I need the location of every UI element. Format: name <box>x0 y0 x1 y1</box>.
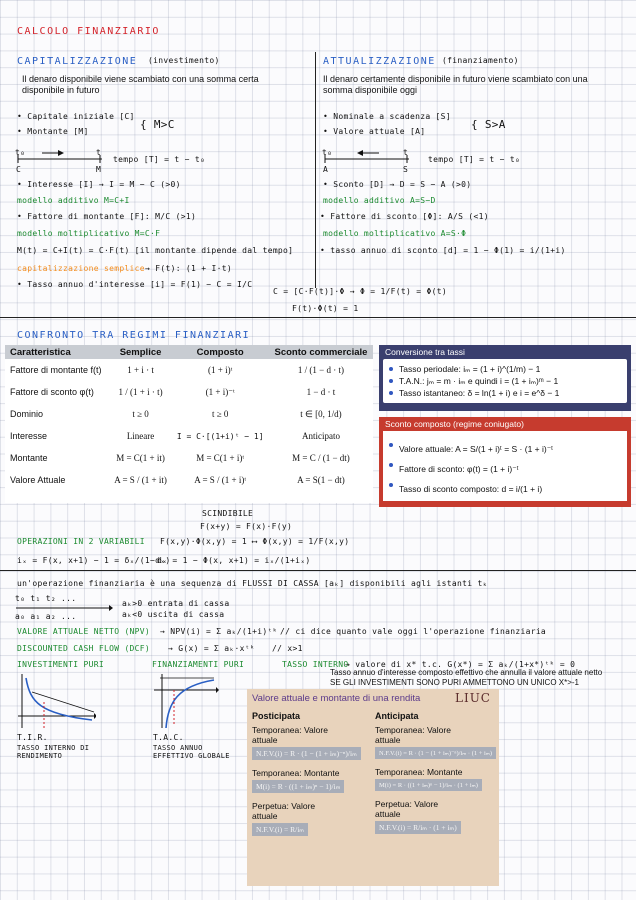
post-va-formula: N.F.V.(i) = R · (1 − (1 + iₘ)⁻ⁿ)/iₘ <box>252 747 361 760</box>
attualizzazione-desc: Il denaro certamente disponibile in futuro viene scambiato con una somma disponibile oggi <box>323 74 588 95</box>
ant-p-formula: N.F.V.(i) = R/iₘ · (1 + iₘ) <box>375 821 461 834</box>
comparison-table-container <box>5 345 373 503</box>
flussi-uscita: aₖ<0 uscita di cassa <box>122 610 225 619</box>
col-sconto-commerciale: Sconto commerciale <box>269 345 373 359</box>
tir-desc: TASSO INTERNO DI RENDIMENTO <box>17 744 90 760</box>
modello-moltiplicativo-cap: modello moltiplicativo M=C·F <box>17 229 161 238</box>
conversione-panel <box>379 345 631 411</box>
flussi-intro: un'operazione finanziaria è una sequenza di FLUSSI DI CASSA [aₖ] disponibili agli istanti tₖ <box>17 579 488 588</box>
list-item: T.A.N.: jₘ = m · iₘ e quindi i = (1 + iₘ)ᵐ − 1 <box>399 375 623 387</box>
relation-m-c: { M>C <box>140 118 175 131</box>
list-item: Valore attuale: A = S/(1 + i)ᵗ = S · (1 + i)⁻ᵗ <box>399 439 623 459</box>
investimenti-graph <box>14 672 96 734</box>
operazioni-f3: dₓ = 1 − Φ(x, x+1) = iₓ/(1+iₓ) <box>157 556 311 565</box>
t-label: t <box>96 148 102 157</box>
table-cell: (1 + i)ᵗ <box>208 365 233 375</box>
t-label-att: t <box>403 148 409 157</box>
tempo-cap: tempo [T] = t − t₀ <box>113 155 206 164</box>
van-label: VALORE ATTUALE NETTO (NPV) <box>17 627 151 636</box>
table-cell: A = S(1 − dt) <box>297 475 345 485</box>
t0-label: t₀ <box>15 148 26 157</box>
ant-m-label: Temporanea: Montante <box>375 767 463 777</box>
tasso-note-2: SE GLI INVESTIMENTI SONO PURI AMMETTONO UN UNICO X*>-1 <box>330 678 579 687</box>
table-cell: Fattore di montante f(t) <box>10 365 102 375</box>
tasso-interno-label: TASSO INTERNO <box>282 660 349 669</box>
col-composto: Composto <box>171 345 269 359</box>
modello-additivo-att: modello additivo A=S−D <box>323 196 436 205</box>
section-divider-2 <box>0 570 636 571</box>
post-va-label: Temporanea: Valore attuale <box>252 725 328 745</box>
valore-attuale: • Valore attuale [A] <box>323 127 426 136</box>
conversione-title: Conversione tra tassi <box>379 345 631 359</box>
fattore-sconto: • Fattore di sconto [Φ]: A/S (<1) <box>320 212 489 221</box>
s-label: S <box>403 165 409 174</box>
dcf-formula: → G(x) = Σ aₖ·xᵗᵏ <box>168 644 255 653</box>
operazioni-title: OPERAZIONI IN 2 VARIABILI <box>17 537 145 546</box>
table-cell: 1 / (1 + i · t) <box>118 387 163 397</box>
capitale-iniziale: • Capitale iniziale [C] <box>17 112 135 121</box>
tac-desc: TASSO ANNUO EFFETTIVO GLOBALE <box>153 744 230 760</box>
montante-formula: M(t) = C+I(t) = C·F(t) [il montante dipende dal tempo] <box>17 246 294 255</box>
list-item: Fattore di sconto: φ(t) = (1 + i)⁻ᵗ <box>399 459 623 479</box>
table-cell: Fattore di sconto φ(t) <box>10 387 94 397</box>
post-m-label: Temporanea: Montante <box>252 768 340 778</box>
attualizzazione-heading: ATTUALIZZAZIONE <box>323 56 436 67</box>
van-formula: → NPV(i) = Σ aₖ/(1+i)ᵗᵏ <box>160 627 278 636</box>
anticipata-heading: Anticipata <box>375 711 419 721</box>
attualizzazione-subheading: (finanziamento) <box>442 56 519 65</box>
modello-moltiplicativo-att: modello moltiplicativo A=S·Φ <box>323 229 467 238</box>
flussi-a-labels: a₀ a₁ a₂ ... <box>15 612 77 621</box>
dcf-note: // x>1 <box>272 644 303 653</box>
ant-va-formula: N.F.V.(i) = R · (1 − (1 + iₘ)⁻ⁿ)/iₘ · (1 + iₘ) <box>375 747 496 759</box>
list-item: Tasso periodale: iₘ = (1 + i)^(1/m) − 1 <box>399 363 623 375</box>
operazioni-f1: F(x,y)·Φ(x,y) = 1 ⟷ Φ(x,y) = 1/F(x,y) <box>160 537 350 546</box>
page-title: CALCOLO FINANZIARIO <box>17 26 160 37</box>
montante-label: • Montante [M] <box>17 127 89 136</box>
post-p-label: Perpetua: Valore attuale <box>252 801 316 821</box>
semplice-formula: → F(t): (1 + I·t) <box>145 264 232 273</box>
capitalizzazione-semplice: capitalizzazione semplice <box>17 264 145 273</box>
capitalizzazione-heading: CAPITALIZZAZIONE <box>17 56 138 67</box>
table-row <box>5 447 373 469</box>
table-cell: Montante <box>10 453 48 463</box>
table-cell: M = C / (1 − dt) <box>292 453 350 463</box>
a-label: A <box>323 165 329 174</box>
flussi-timeline <box>14 604 114 612</box>
finanziamenti-puri-label: FINANZIAMENTI PURI <box>152 660 245 669</box>
list-item: Tasso di sconto composto: d = i/(1 + i) <box>399 479 623 499</box>
table-cell: 1 / (1 − d · t) <box>297 365 344 375</box>
capitalizzazione-desc: Il denaro disponibile viene scambiato con una somma certa disponibile in futuro <box>22 74 259 95</box>
scindibile-formula: F(x+y) = F(x)·F(y) <box>200 522 293 531</box>
finanziamenti-graph <box>150 672 220 734</box>
table-cell: t ∈ [0, 1/d) <box>300 408 342 419</box>
tac-label: T.A.C. <box>153 733 184 742</box>
table-cell: (1 + i)⁻ᵗ <box>205 386 235 397</box>
tempo-att: tempo [T] = t − t₀ <box>428 155 521 164</box>
tasso-note-1: Tasso annuo d'interesse composto effettivo che annulla il valore attuale netto <box>330 668 603 677</box>
timeline-att <box>321 150 416 174</box>
timeline-cap <box>14 150 109 174</box>
tasso-interno-note <box>330 668 630 688</box>
tasso-sconto: • tasso annuo di sconto [d] = 1 − Φ(1) = i/(1+i) <box>320 246 566 255</box>
center-formula-2: F(t)·Φ(t) = 1 <box>292 304 359 313</box>
col-semplice: Semplice <box>110 345 172 359</box>
tir-label: T.I.R. <box>17 733 48 742</box>
center-formula-1: C = [C·F(t)]·Φ → Φ = 1/F(t) = Φ(t) <box>273 287 447 296</box>
relation-s-a: { S>A <box>471 118 506 131</box>
post-m-formula: M(i) = R · ((1 + iₘ)ⁿ − 1)/iₘ <box>252 780 344 793</box>
liuc-logo: LIUC <box>454 691 491 705</box>
table-row <box>5 359 373 381</box>
table-cell: Interesse <box>10 431 48 441</box>
posticipata-column <box>252 711 370 836</box>
table-row <box>5 403 373 425</box>
rendita-title: Valore attuale e montante di una rendita <box>252 693 421 704</box>
table-cell: M = C(1 + it) <box>116 453 165 463</box>
dcf-label: DISCOUNTED CASH FLOW (DCF) <box>17 644 151 653</box>
section-divider-1 <box>0 317 636 318</box>
table-cell: 1 + i · t <box>127 365 154 375</box>
post-p-formula: N.F.V.(i) = R/iₘ <box>252 823 308 836</box>
table-cell: 1 − d · t <box>306 387 336 397</box>
table-cell: Dominio <box>10 409 44 419</box>
t0-label-att: t₀ <box>322 148 333 157</box>
column-divider <box>315 52 316 288</box>
operazioni-f2: iₓ = F(x, x+1) − 1 = δₓ/(1−dₓ) <box>17 556 171 565</box>
table-cell: I = C·[(1+i)ᵗ − 1] <box>176 431 264 441</box>
posticipata-heading: Posticipata <box>252 711 301 721</box>
table-row <box>5 381 373 403</box>
van-note: // ci dice quanto vale oggi l'operazione finanziaria <box>280 627 547 636</box>
ant-p-label: Perpetua: Valore attuale <box>375 799 439 819</box>
table-cell: A = S / (1 + i)ᵗ <box>194 475 247 485</box>
flussi-t-labels: t₀ t₁ t₂ ... <box>15 594 77 603</box>
table-row <box>5 425 373 447</box>
ant-m-formula: M(i) = R · ((1 + iₘ)ⁿ − 1)/iₘ · (1 + iₘ) <box>375 779 482 791</box>
investimenti-puri-label: INVESTIMENTI PURI <box>17 660 104 669</box>
ant-va-label: Temporanea: Valore attuale <box>375 725 451 745</box>
table-cell: M = C(1 + i)ᵗ <box>196 453 245 463</box>
c-label: C <box>16 165 22 174</box>
table-cell: A = S / (1 + it) <box>114 475 167 485</box>
flussi-entrata: aₖ>0 entrata di cassa <box>122 599 230 608</box>
interesse: • Interesse [I] → I = M − C (>0) <box>17 180 181 189</box>
capitalizzazione-subheading: (investimento) <box>148 56 220 65</box>
m-label: M <box>96 165 102 174</box>
list-item: Tasso istantaneo: δ = ln(1 + i) e i = e^δ − 1 <box>399 387 623 399</box>
col-caratteristica: Caratteristica <box>5 345 110 359</box>
tasso-interno-formula: → valore di x* t.c. G(x*) = Σ aₖ/(1+x*)ᵗᵏ = 0 <box>345 660 576 669</box>
nominale-scadenza: • Nominale a scadenza [S] <box>323 112 451 121</box>
table-cell: Valore Attuale <box>10 475 66 485</box>
anticipata-column <box>375 711 497 834</box>
sconto-composto-panel <box>379 417 631 507</box>
table-row <box>5 469 373 491</box>
table-cell: Lineare <box>126 431 155 441</box>
scindibile-label: SCINDIBILE <box>202 509 254 518</box>
fattore-montante: • Fattore di montante [F]: M/C (>1) <box>17 212 197 221</box>
sconto-composto-title: Sconto composto (regime coniugato) <box>379 417 631 431</box>
confronto-title: CONFRONTO TRA REGIMI FINANZIARI <box>17 330 251 341</box>
sconto: • Sconto [D] → D = S − A (>0) <box>323 180 472 189</box>
rendita-panel <box>247 689 499 886</box>
comparison-table <box>5 345 373 491</box>
tasso-interesse: • Tasso annuo d'interesse [i] = F(1) − C = I/C <box>17 280 253 289</box>
table-cell: t ≥ 0 <box>132 409 149 419</box>
modello-additivo-cap: modello additivo M=C+I <box>17 196 130 205</box>
table-cell: t ≥ 0 <box>211 409 229 419</box>
table-cell: Anticipato <box>301 431 340 441</box>
